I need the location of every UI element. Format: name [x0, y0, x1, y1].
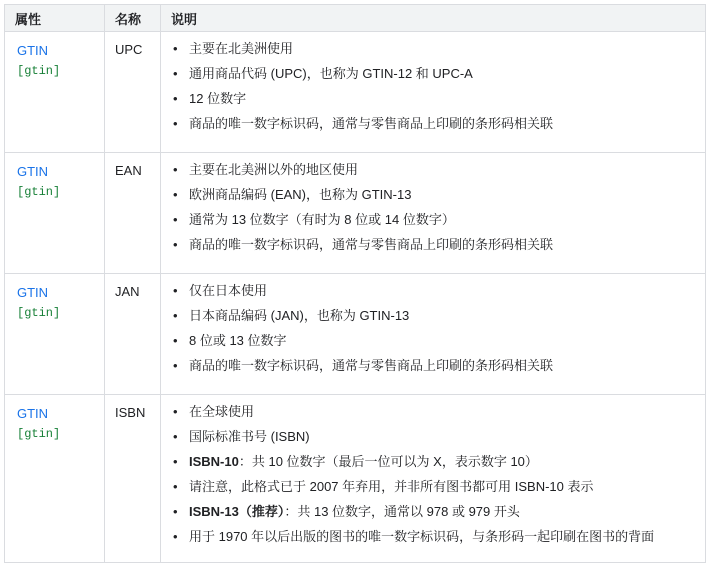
list-item-text: ：共 10 位数字（最后一位可以为 X，表示数字 10）	[238, 454, 538, 469]
list-item-text: 日本商品编码 (JAN)，也称为 GTIN-13	[189, 308, 410, 323]
description-list	[161, 274, 705, 378]
list-item-text: 商品的唯一数字标识码，通常与零售商品上印刷的条形码相关联	[189, 116, 554, 131]
term-bold: ISBN-10	[189, 454, 239, 469]
list-item-text: 主要在北美洲使用	[189, 41, 294, 56]
description-cell	[161, 32, 706, 153]
attribute-code: [gtin]	[17, 185, 61, 199]
list-item-text: 仅在日本使用	[189, 283, 268, 298]
name-cell: ISBN	[105, 395, 161, 563]
description-cell	[161, 274, 706, 395]
attribute-link[interactable]: GTIN	[17, 43, 49, 58]
list-item	[161, 157, 705, 182]
list-item-text: 12 位数字	[189, 91, 247, 106]
list-item-text: 请注意，此格式已于 2007 年弃用，并非所有图书都可用 ISBN-10 表示	[189, 479, 594, 494]
list-item-text: 主要在北美洲以外的地区使用	[189, 162, 359, 177]
list-item-text: ：共 13 位数字，通常以 978 或 979 开头	[284, 504, 520, 519]
list-item	[161, 424, 705, 449]
attribute-cell	[5, 153, 105, 274]
list-item-text: 用于 1970 年以后出版的图书的唯一数字标识码，与条形码一起印刷在图书的背面	[189, 529, 655, 544]
list-item-text: 通常为 13 位数字（有时为 8 位或 14 位数字）	[189, 212, 455, 227]
name-cell: UPC	[105, 32, 161, 153]
name-cell: JAN	[105, 274, 161, 395]
list-item-text: 商品的唯一数字标识码，通常与零售商品上印刷的条形码相关联	[189, 237, 554, 252]
list-item	[161, 111, 705, 136]
description-list	[161, 395, 705, 549]
attribute-table	[4, 4, 706, 563]
description-cell	[161, 153, 706, 274]
term-bold: ISBN-13（推荐）	[189, 504, 285, 519]
list-item	[161, 524, 705, 549]
table-body	[5, 32, 706, 563]
list-item-text: 在全球使用	[189, 404, 255, 419]
list-item-text: 8 位或 13 位数字	[189, 333, 287, 348]
table-header-row	[5, 5, 706, 32]
attribute-link[interactable]: GTIN	[17, 164, 49, 179]
table-row	[5, 274, 706, 395]
list-item	[161, 474, 705, 499]
list-item-text: 商品的唯一数字标识码，通常与零售商品上印刷的条形码相关联	[189, 358, 554, 373]
table-row	[5, 32, 706, 153]
list-item	[161, 86, 705, 111]
attribute-code: [gtin]	[17, 306, 61, 320]
attribute-code: [gtin]	[17, 64, 61, 78]
table-row	[5, 395, 706, 563]
description-list	[161, 32, 705, 136]
list-item	[161, 182, 705, 207]
list-item-text: 欧洲商品编码 (EAN)，也称为 GTIN-13	[189, 187, 412, 202]
list-item	[161, 353, 705, 378]
list-item	[161, 399, 705, 424]
attribute-link[interactable]: GTIN	[17, 406, 49, 421]
attribute-cell	[5, 32, 105, 153]
header-attr: 属性	[5, 5, 105, 32]
table-row	[5, 153, 706, 274]
list-item	[161, 449, 705, 474]
list-item	[161, 207, 705, 232]
description-list	[161, 153, 705, 257]
list-item	[161, 61, 705, 86]
attribute-link[interactable]: GTIN	[17, 285, 49, 300]
attribute-cell	[5, 395, 105, 563]
header-name: 名称	[105, 5, 161, 32]
list-item	[161, 328, 705, 353]
attribute-code: [gtin]	[17, 427, 61, 441]
list-item	[161, 499, 705, 524]
list-item	[161, 303, 705, 328]
list-item	[161, 278, 705, 303]
name-cell: EAN	[105, 153, 161, 274]
list-item	[161, 232, 705, 257]
description-cell	[161, 395, 706, 563]
list-item-text: 国际标准书号 (ISBN)	[189, 429, 310, 444]
list-item-text: 通用商品代码 (UPC)，也称为 GTIN-12 和 UPC-A	[189, 66, 473, 81]
attribute-cell	[5, 274, 105, 395]
header-desc: 说明	[161, 5, 706, 32]
list-item	[161, 36, 705, 61]
